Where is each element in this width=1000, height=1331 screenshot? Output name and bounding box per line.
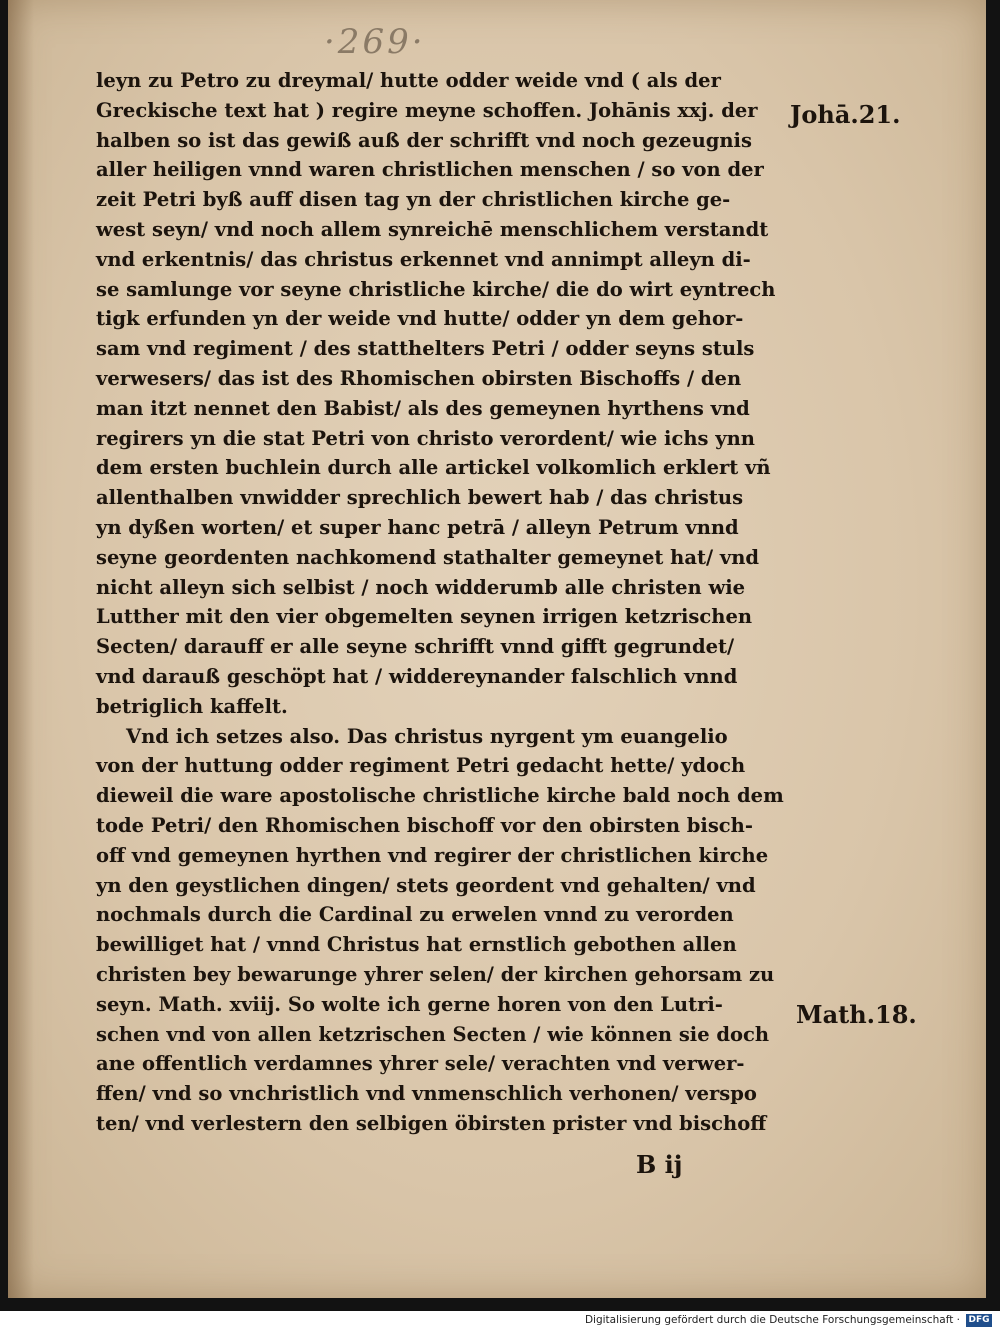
text-line: leyn zu Petro zu dreymal/ hutte odder weide vnd ( als der [96,69,721,92]
text-line: zeit Petri byß auff disen tag yn der christlichen kirche ge- [96,188,731,212]
paragraph-start-line: Vnd ich setzes also. Das christus nyrgent ym euangelio [126,724,728,748]
text-line: vnd erkentnis/ das christus erkennet vnd annimpt alleyn di- [96,247,751,271]
text-line: seyn. Math. xviij. So wolte ich gerne horen von den Lutri- [96,992,723,1016]
marginal-note-john: Johā.21. [790,100,901,129]
text-line: nicht alleyn sich selbist / noch widderumb alle christen wie [96,575,746,599]
text-line: schen vnd von allen ketzrischen Secten / wie können sie doch [96,1022,770,1046]
footer-credit: Digitalisierung gefördert durch die Deutsche Forschungsgemeinschaft · [584,1314,960,1326]
text-line: christen bey bewarunge yhrer selen/ der kirchen gehorsam zu [96,962,775,986]
text-line: betriglich kaffelt. [96,694,288,718]
text-line: regirers yn die stat Petri von christo verordent/ wie ichs ynn [96,426,755,450]
signature-mark: B ij [636,1150,683,1179]
text-line: bewilliget hat / vnnd Christus hat ernstlich gebothen allen [96,933,737,957]
text-line: seyne geordenten nachkomend stathalter gemeynet hat/ vnd [96,545,760,569]
body-text [96,66,796,1139]
text-line: tode Petri/ den Rhomischen bischoff vor den obirsten bisch- [96,813,753,837]
text-line: sam vnd regiment / des statthelters Petri / odder seyns stuls [96,337,755,361]
text-line: verwesers/ das ist des Rhomischen obirsten Bischoffs / den [96,366,742,390]
text-line: man itzt nennet den Babist/ als des gemeynen hyrthens vnd [96,396,750,420]
text-line: ane offentlich verdamnes yhrer sele/ verachten vnd verwer- [96,1052,745,1076]
text-line: vnd darauß geschöpt hat / widdereynander falschlich vnnd [96,664,738,688]
text-line: west seyn/ vnd noch allem synreichē menschlichem verstandt [96,217,769,241]
marginal-note-matthew: Math.18. [796,1000,917,1029]
text-line: nochmals durch die Cardinal zu erwelen vnnd zu verorden [96,903,734,927]
text-line: ten/ vnd verlestern den selbigen öbirsten prister vnd bischoff [96,1111,767,1135]
text-line: ffen/ vnd so vnchristlich vnd vnmenschlich verhonen/ verspo [96,1082,757,1106]
text-line: yn dyßen worten/ et super hanc petrā / alleyn Petrum vnnd [96,515,739,539]
text-line: dieweil die ware apostolische christliche kirche bald noch dem [96,784,784,808]
text-line: yn den geystlichen dingen/ stets geordent vnd gehalten/ vnd [96,873,756,897]
text-line: Secten/ darauff er alle seyne schrifft vnnd gifft gegrundet/ [96,635,735,659]
page-number: ·269· [324,22,426,62]
text-line: halben so ist das gewiß auß der schrifft vnd noch gezeugnis [96,128,752,152]
text-line: Greckische text hat ) regire meyne schoffen. Johānis xxj. der [96,98,758,122]
dfg-logo: DFG [966,1314,992,1327]
text-line: von der huttung odder regiment Petri gedacht hette/ ydoch [96,754,746,778]
book-page [8,0,986,1298]
text-line: allenthalben vnwidder sprechlich bewert hab / das christus [96,486,744,510]
text-line: se samlunge vor seyne christliche kirche/ die do wirt eyntrech [96,277,776,301]
text-line: Lutther mit den vier obgemelten seynen irrigen ketzrischen [96,605,753,629]
text-line: dem ersten buchlein durch alle artickel volkomlich erklert vñ [96,456,771,480]
footer-bar [0,1311,1000,1331]
text-line: aller heiligen vnnd waren christlichen menschen / so von der [96,158,764,182]
text-line: off vnd gemeynen hyrthen vnd regirer der christlichen kirche [96,843,769,867]
text-line: tigk erfunden yn der weide vnd hutte/ odder yn dem gehor- [96,307,744,331]
